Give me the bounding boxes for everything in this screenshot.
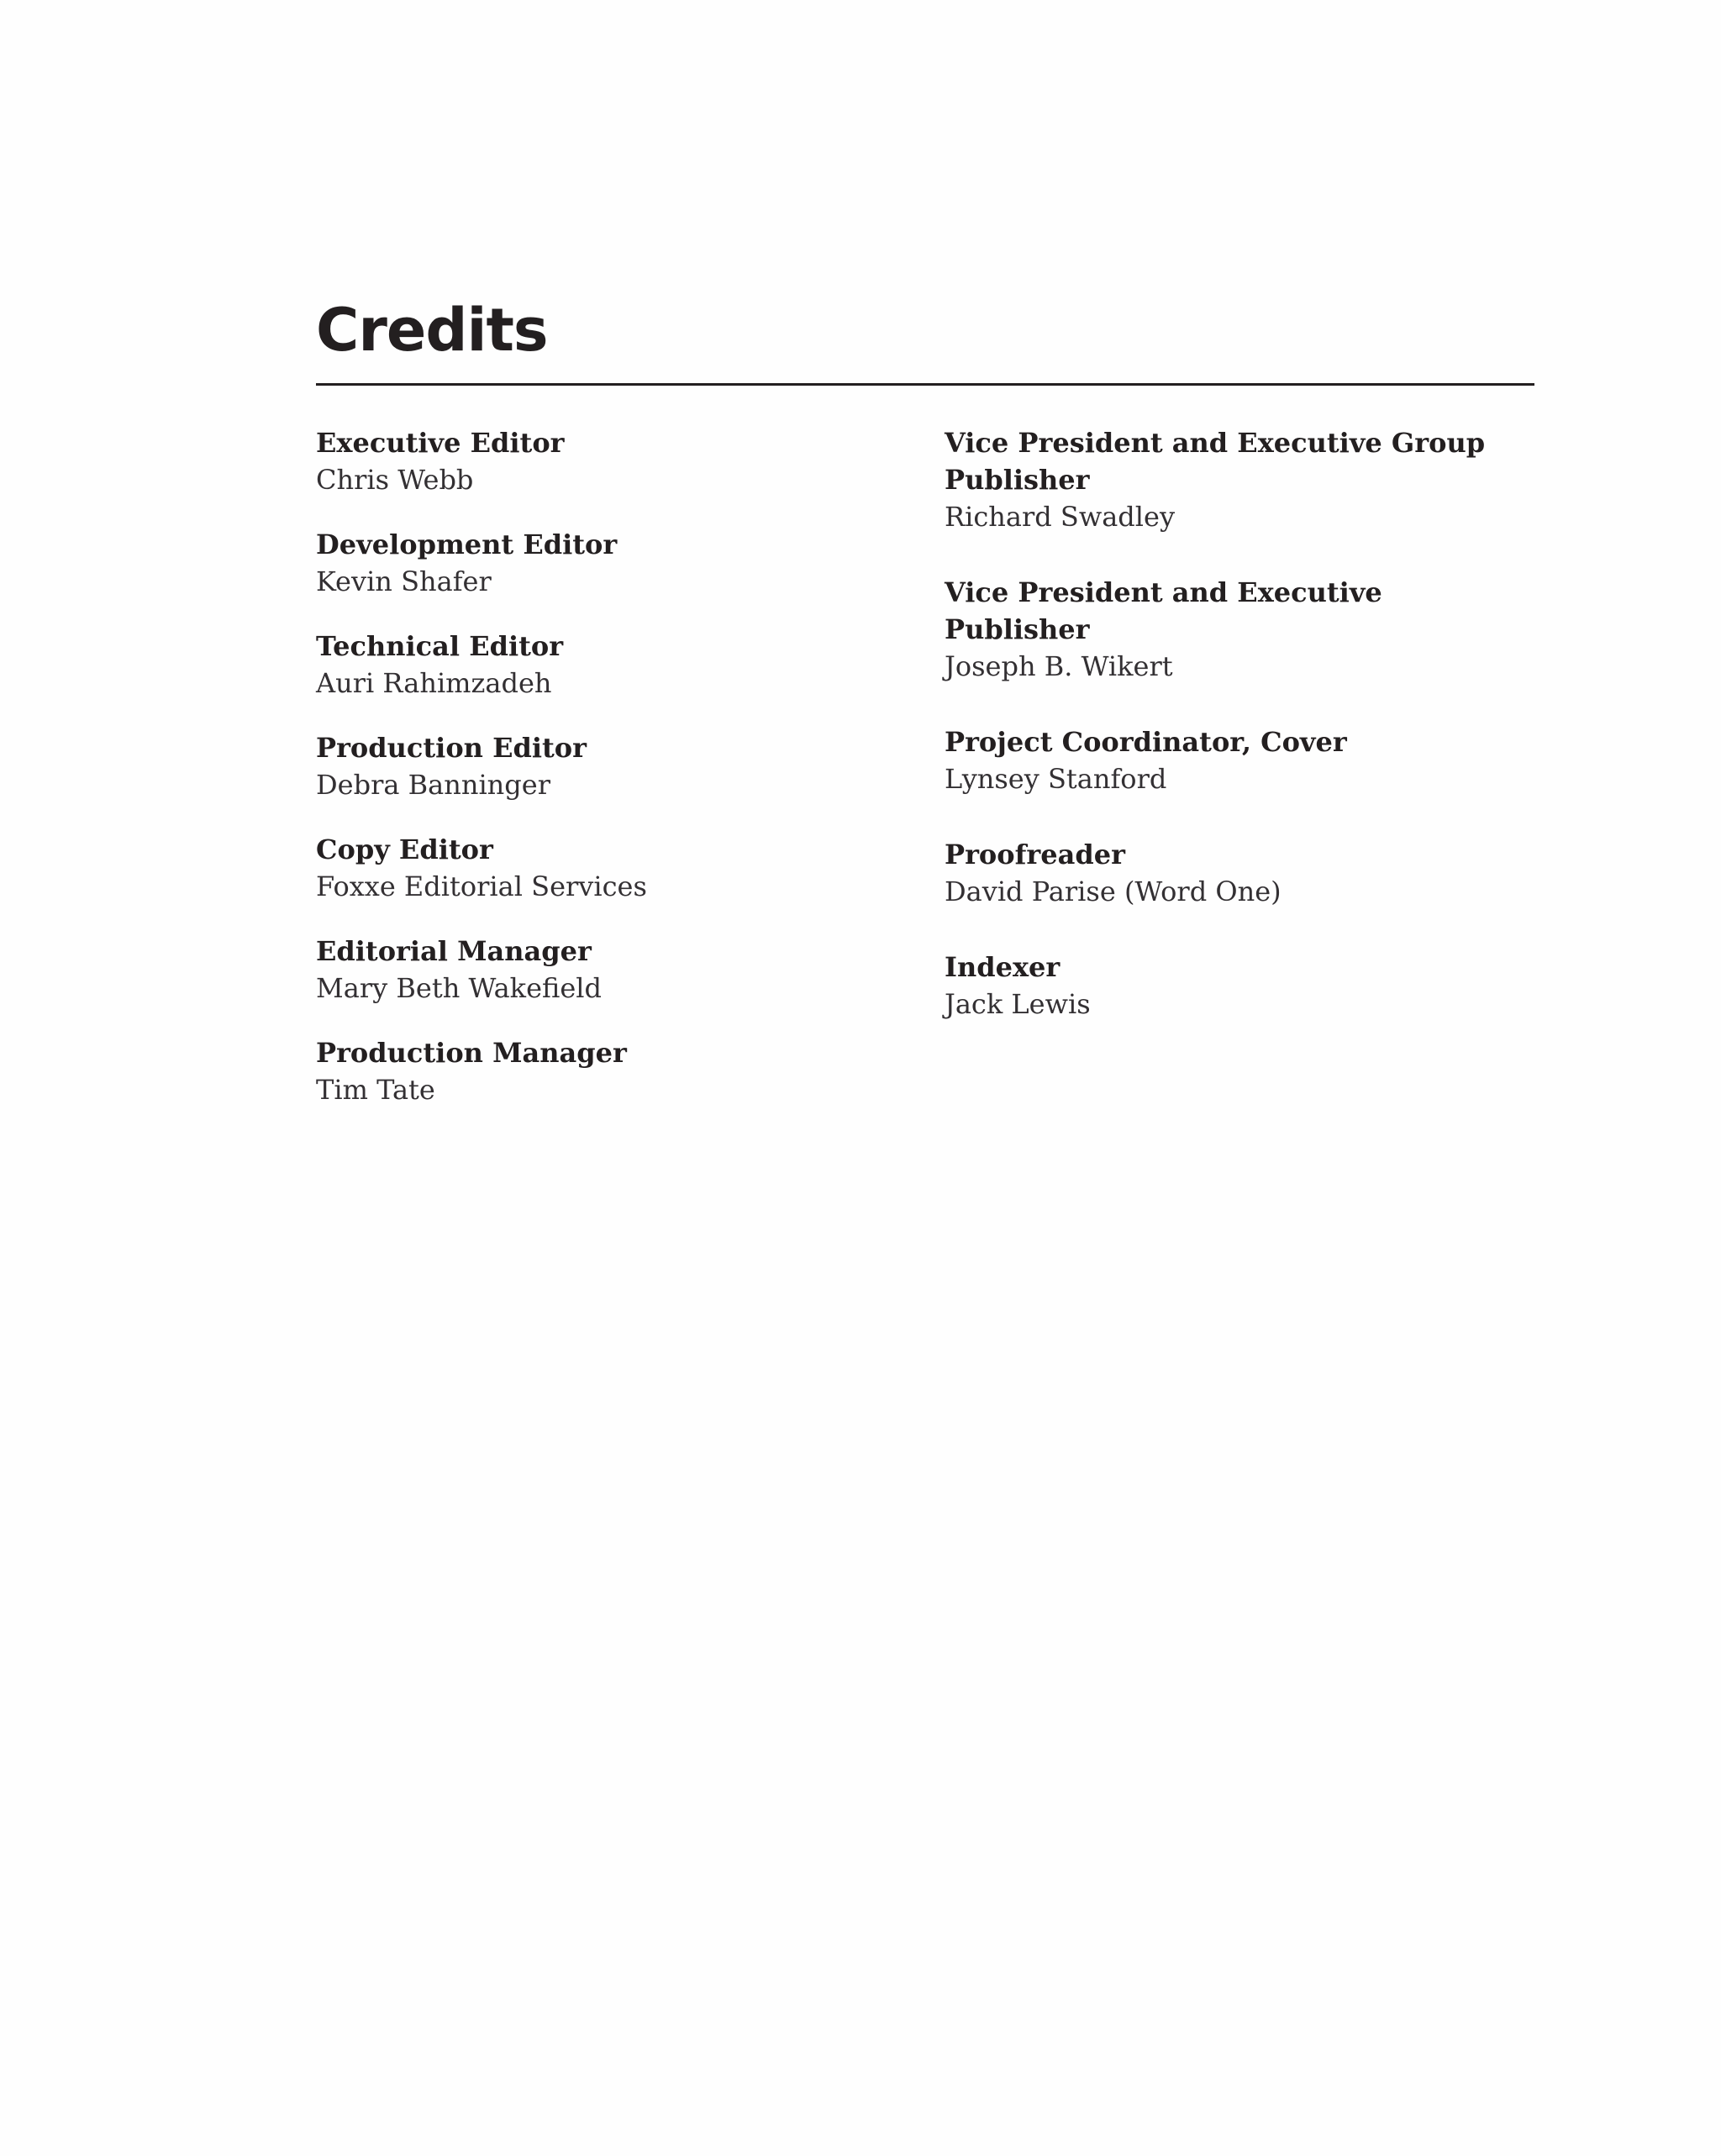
credit-entry: [316, 933, 904, 1007]
credit-name: Foxxe Editorial Services: [316, 870, 647, 902]
credit-entry: [316, 424, 904, 498]
credit-role: Vice President and Executive Group Publisher: [945, 427, 1486, 496]
credit-role: Indexer: [945, 951, 1060, 983]
credit-role: Copy Editor: [316, 833, 493, 865]
credit-entry: [316, 831, 904, 905]
credit-name: Kevin Shafer: [316, 565, 492, 597]
title-rule: [316, 383, 1534, 386]
credit-name: Jack Lewis: [945, 988, 1091, 1020]
credit-entry: [945, 836, 1533, 910]
credit-role: Production Manager: [316, 1037, 627, 1069]
credit-role: Production Editor: [316, 732, 587, 764]
credits-column-right: [945, 424, 1533, 1061]
credit-entry: [316, 628, 904, 702]
credit-role: Executive Editor: [316, 427, 565, 459]
credit-entry: [945, 574, 1533, 685]
credit-entry: [316, 1034, 904, 1108]
credit-name: Richard Swadley: [945, 501, 1176, 533]
credit-role: Project Coordinator, Cover: [945, 726, 1347, 758]
credit-entry: [316, 526, 904, 600]
credit-entry: [945, 723, 1533, 797]
credit-role: Proofreader: [945, 839, 1125, 870]
page-title: Credits: [316, 296, 548, 365]
credit-name: Debra Banninger: [316, 769, 550, 801]
credit-name: Chris Webb: [316, 464, 474, 496]
credit-name: David Parise (Word One): [945, 876, 1282, 907]
credit-name: Auri Rahimzadeh: [316, 667, 552, 699]
credit-name: Tim Tate: [316, 1074, 435, 1106]
credits-column-left: [316, 424, 904, 1136]
credit-entry: [945, 949, 1533, 1023]
credit-role: Vice President and Executive Publisher: [945, 576, 1382, 645]
credit-name: Joseph B. Wikert: [945, 650, 1173, 682]
credit-role: Development Editor: [316, 528, 618, 560]
credit-name: Lynsey Stanford: [945, 763, 1167, 795]
credit-role: Editorial Manager: [316, 935, 592, 967]
credit-entry: [316, 729, 904, 803]
credit-entry: [945, 424, 1533, 535]
credit-role: Technical Editor: [316, 630, 564, 662]
credit-name: Mary Beth Wakefield: [316, 972, 602, 1004]
